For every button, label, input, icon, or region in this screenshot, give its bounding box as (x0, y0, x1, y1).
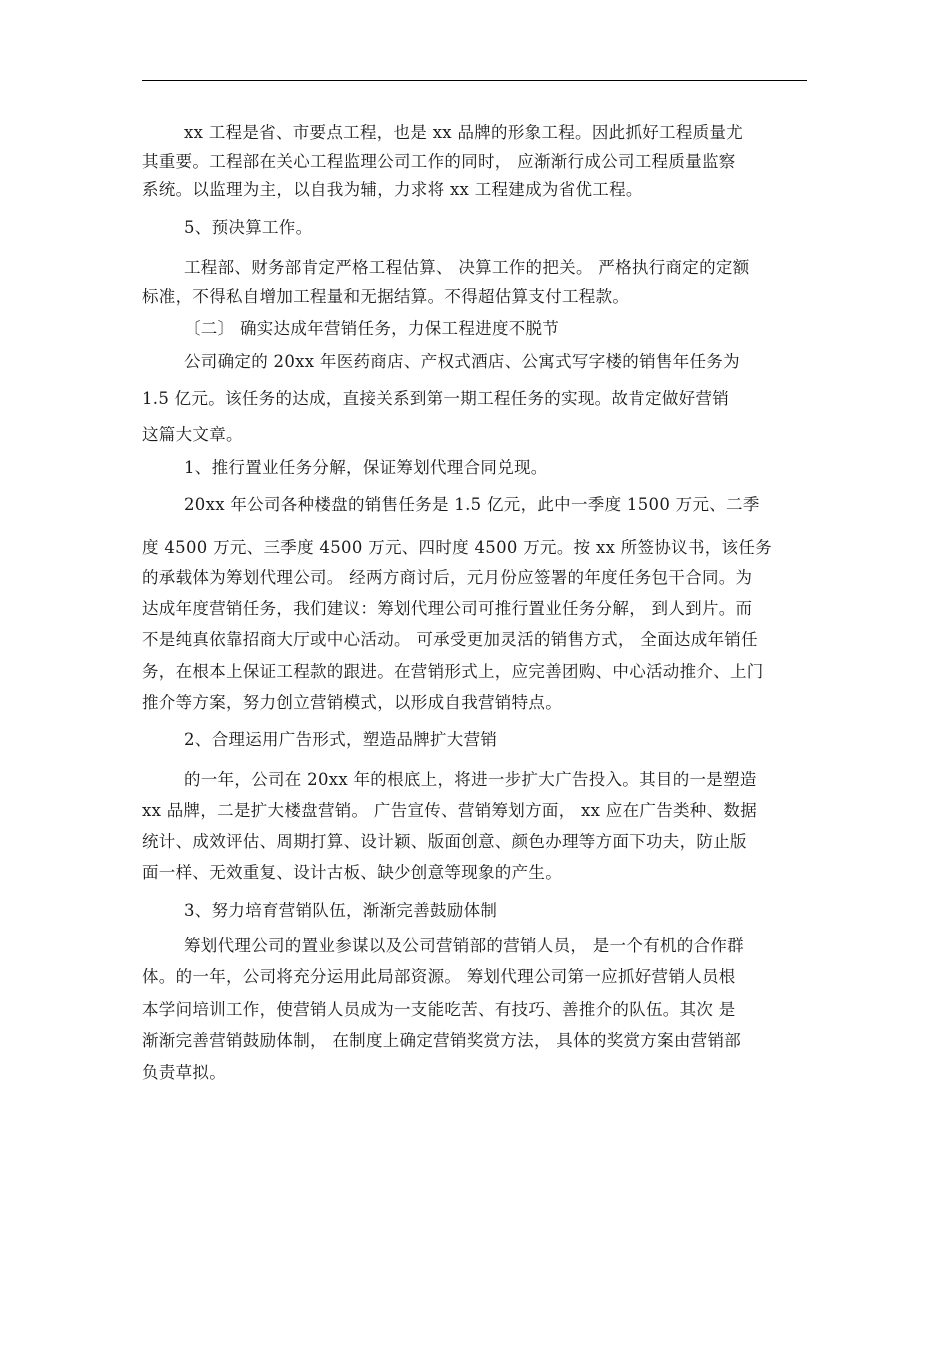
text-line: 不是纯真依靠招商大厅或中心活动。 可承受更加灵活的销售方式， 全面达成年销任 (142, 630, 758, 649)
text-line: 负责草拟。 (142, 1063, 226, 1082)
text-line: xx 品牌，二是扩大楼盘营销。 广告宣传、营销筹划方面， xx 应在广告类种、数据 (142, 801, 758, 820)
section-heading: 5、预决算工作。 (184, 218, 313, 237)
text-line: 体。的一年，公司将充分运用此局部资源。 筹划代理公司第一应抓好营销人员根 (142, 967, 736, 986)
text-line: 1.5 亿元。该任务的达成，直接关系到第一期工程任务的实现。故肯定做好营销 (142, 389, 730, 408)
text-line: 面一样、无效重复、设计古板、缺少创意等现象的产生。 (142, 863, 562, 882)
text-line: 的承载体为筹划代理公司。 经两方商讨后，元月份应签署的年度任务包干合同。为 (142, 568, 753, 587)
text-line: 这篇大文章。 (142, 425, 243, 444)
text-line: 度 4500 万元、三季度 4500 万元、四时度 4500 万元。按 xx 所签协议书，该任务 (142, 538, 772, 557)
text-line: 的一年，公司在 20xx 年的根底上，将进一步扩大广告投入。其目的一是塑造 (184, 770, 757, 789)
section-heading: 2、合理运用广告形式，塑造品牌扩大营销 (184, 730, 498, 749)
section-heading: 〔二〕 确实达成年营销任务，力保工程进度不脱节 (184, 319, 560, 338)
text-line: 达成年度营销任务，我们建议：筹划代理公司可推行置业任务分解， 到人到片。而 (142, 599, 753, 618)
text-line: 渐渐完善营销鼓励体制， 在制度上确定营销奖赏方法， 具体的奖赏方案由营销部 (142, 1031, 742, 1050)
text-line: 工程部、财务部肯定严格工程估算、 决算工作的把关。 严格执行商定的定额 (184, 258, 750, 277)
text-line: 统计、成效评估、周期打算、设计颖、版面创意、颜色办理等方面下功夫，防止版 (142, 832, 747, 851)
text-line: 筹划代理公司的置业参谋以及公司营销部的营销人员， 是一个有机的合作群 (184, 936, 744, 955)
section-heading: 3、努力培育营销队伍，渐渐完善鼓励体制 (184, 901, 498, 920)
text-line: 推介等方案，努力创立营销模式，以形成自我营销特点。 (142, 693, 562, 712)
section-heading: 1、推行置业任务分解，保证筹划代理合同兑现。 (184, 458, 548, 477)
header-rule (142, 80, 807, 81)
text-line: 本学问培训工作，使营销人员成为一支能吃苦、有技巧、善推介的队伍。其次 是 (142, 1000, 736, 1019)
text-line: 务，在根本上保证工程款的跟进。在营销形式上，应完善团购、中心活动推介、上门 (142, 662, 764, 681)
text-line: xx 工程是省、市要点工程，也是 xx 品牌的形象工程。因此抓好工程质量尤 (184, 123, 744, 142)
text-line: 系统。以监理为主，以自我为辅，力求将 xx 工程建成为省优工程。 (142, 180, 643, 199)
text-line: 标准，不得私自增加工程量和无据结算。不得超估算支付工程款。 (142, 287, 630, 306)
text-line: 公司确定的 20xx 年医药商店、产权式酒店、公寓式写字楼的销售年任务为 (184, 352, 740, 371)
text-line: 其重要。工程部在关心工程监理公司工作的同时， 应渐渐行成公司工程质量监察 (142, 152, 736, 171)
text-line: 20xx 年公司各种楼盘的销售任务是 1.5 亿元，此中一季度 1500 万元、二季 (184, 495, 760, 514)
